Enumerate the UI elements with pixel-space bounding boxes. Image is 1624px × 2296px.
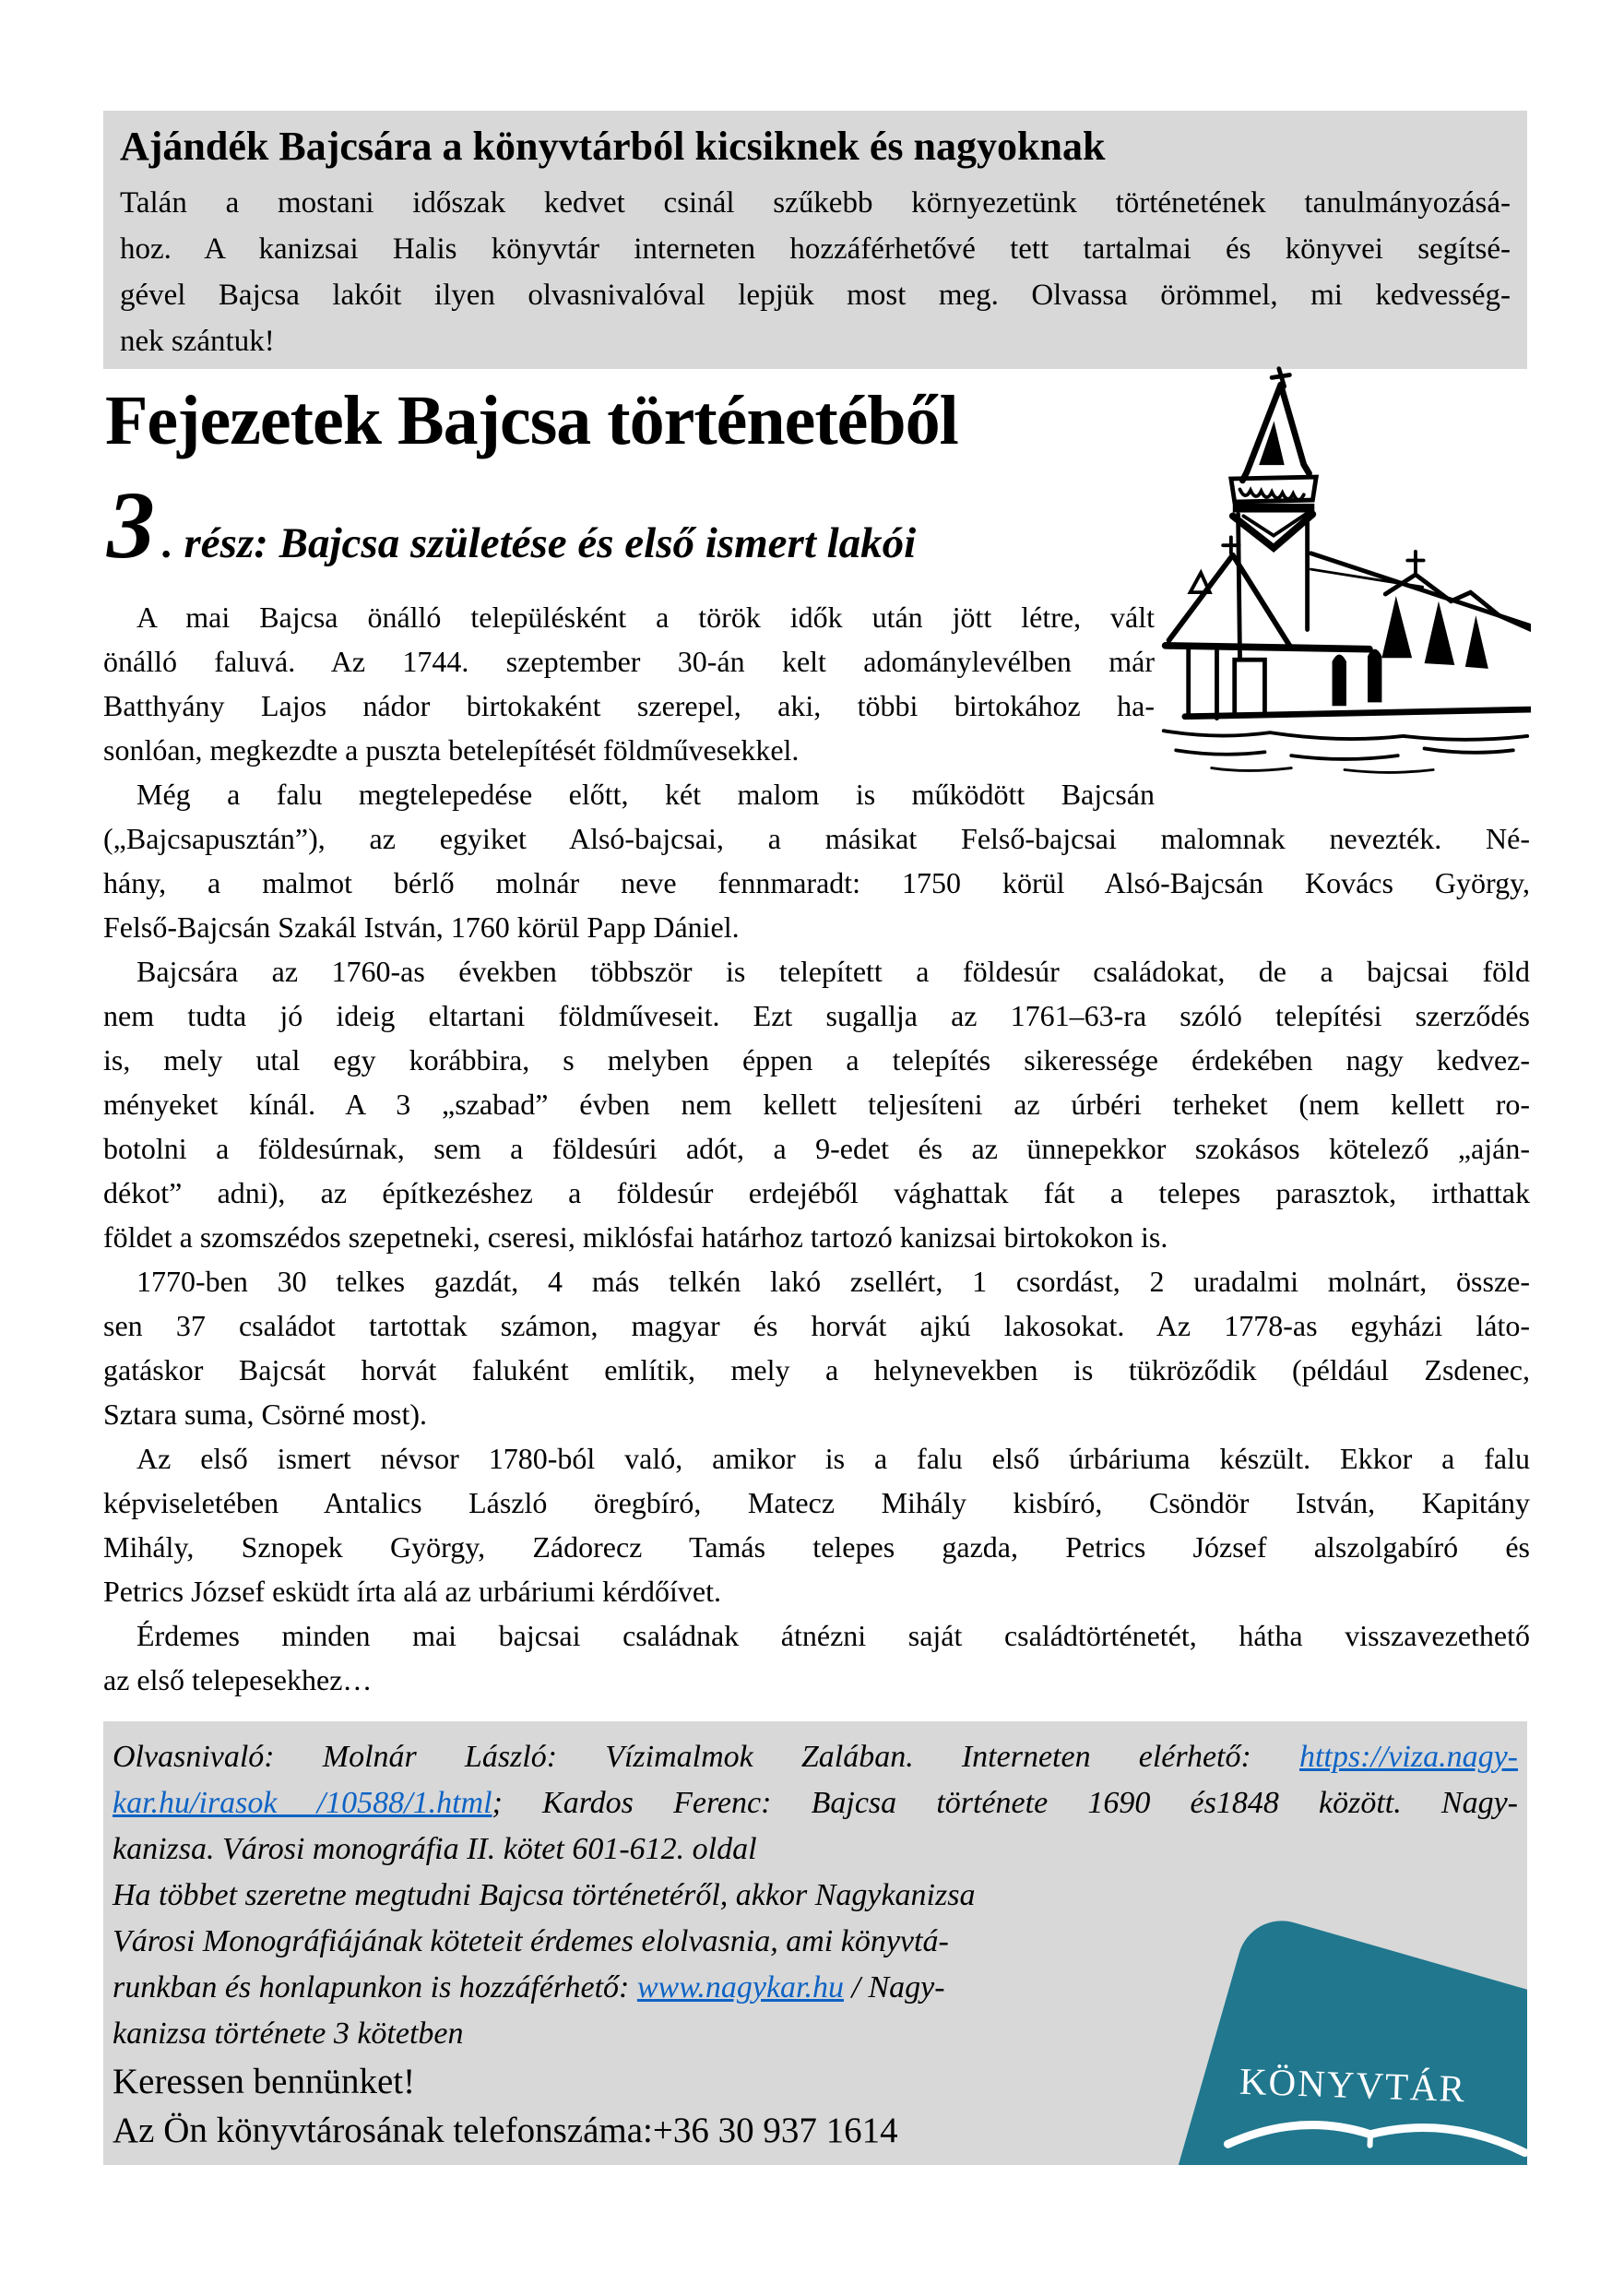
- text-segment: Városi Monográfiájának köteteit érdemes elolvasnia, ami könyvtá-: [113, 1924, 949, 1958]
- body-text-line: [103, 1082, 1530, 1126]
- text-segment: hány, a malmot bérlő molnár neve fennmaradt: 1750 körül Alsó-Bajcsán Kovács György,: [103, 866, 1530, 899]
- article-body: [103, 595, 1530, 1702]
- header-text-line: [120, 180, 1511, 226]
- text-segment: hoz. A kanizsai Halis könyvtár interneten hozzáférhetővé tett tartalmai és könyvei segítsé-: [120, 232, 1511, 266]
- body-paragraph: [103, 949, 1530, 1259]
- text-segment: képviseletében Antalics László öregbíró, Matecz Mihály kisbíró, Csöndör István, Kapitány: [103, 1486, 1530, 1519]
- body-text-line: [103, 772, 1155, 816]
- body-text-line: [103, 1658, 1530, 1702]
- body-text-line: [103, 1481, 1530, 1525]
- text-segment: az első telepesekhez…: [103, 1663, 373, 1696]
- body-paragraph: [103, 1436, 1530, 1613]
- open-book-icon: [1220, 2101, 1527, 2164]
- body-text-line: [103, 1392, 1530, 1436]
- gift-header-title: Ajándék Bajcsára a könyvtárból kicsiknek és nagyoknak: [120, 124, 1106, 169]
- text-segment: botolni a földesúrnak, sem a földesúri adót, a 9-edet és az ünnepekkor szokásos kötelező „aján-: [103, 1132, 1530, 1165]
- text-segment: ményeket kínál. A 3 „szabad” évben nem kellett teljesíteni az úrbéri terheket (nem kellett ro-: [103, 1088, 1530, 1121]
- reference-text-line: [113, 1826, 1518, 1873]
- body-text-line: [103, 993, 1530, 1038]
- body-text-line: [103, 728, 1155, 772]
- text-segment: Érdemes minden mai bajcsai családnak átnézni saját családtörténetét, hátha visszavezethető: [136, 1619, 1530, 1652]
- body-text-line: [103, 1436, 1530, 1481]
- text-segment: sonlóan, megkezdte a puszta betelepítését földművesekkel.: [103, 733, 800, 767]
- reference-text-line: [113, 2011, 1518, 2057]
- text-segment: Az első ismert névsor 1780-ból való, amikor is a falu első úrbáriuma készült. Ekkor a falu: [136, 1442, 1530, 1475]
- body-text-line: [103, 1569, 1530, 1613]
- references-box: [103, 1721, 1527, 2165]
- body-paragraph: [103, 595, 1530, 772]
- subtitle-text: . rész: Bajcsa születése és első ismert lakói: [162, 519, 917, 567]
- body-text-line: [103, 1303, 1530, 1348]
- body-text-line: [103, 905, 1530, 949]
- text-segment: nek szántuk!: [120, 324, 275, 358]
- library-logo-text: KÖNYVTÁR: [1239, 2059, 1467, 2111]
- reference-text-line: [113, 1965, 1518, 2011]
- references-text: [113, 1734, 1518, 2057]
- gift-header-box: [103, 111, 1527, 369]
- body-text-line: [103, 1215, 1530, 1259]
- reference-link[interactable]: https://viza.nagy-: [1298, 1740, 1518, 1774]
- text-segment: földet a szomszédos szepetneki, cseresi, miklósfai határhoz tartozó kanizsai birtokokon is.: [103, 1220, 1168, 1254]
- body-paragraph: [103, 1259, 1530, 1436]
- text-segment: önálló faluvá. Az 1744. szeptember 30-án kelt adománylevélben már: [103, 645, 1155, 678]
- body-paragraph: [103, 772, 1530, 949]
- text-segment: Batthyány Lajos nádor birtokaként szerepel, aki, többi birtokához ha-: [103, 689, 1155, 722]
- text-segment: gatáskor Bajcsát horvát faluként említik, mely a helynevekben is tükröződik (például Zsdenec,: [103, 1353, 1530, 1386]
- body-text-line: [103, 1348, 1530, 1392]
- text-segment: Sztara suma, Csörné most).: [103, 1398, 428, 1431]
- text-segment: / Nagy-: [844, 1970, 945, 2005]
- body-text-line: [103, 861, 1530, 905]
- part-number: 3: [107, 472, 155, 578]
- body-text-line: [103, 1525, 1530, 1569]
- article-title: Fejezetek Bajcsa történetéből: [105, 382, 958, 459]
- text-segment: is, mely utal egy korábbira, s melyben éppen a telepítés sikeressége érdekében nagy kedvez-: [103, 1043, 1530, 1077]
- text-segment: Mihály, Sznopek György, Zádorecz Tamás telepes gazda, Petrics József alszolgabíró és: [103, 1530, 1530, 1564]
- text-segment: kanizsa. Városi monográfia II. kötet 601-612. oldal: [113, 1832, 757, 1866]
- text-segment: Még a falu megtelepedése előtt, két malom is működött Bajcsán: [136, 778, 1155, 811]
- body-text-line: [103, 816, 1530, 861]
- contact-call-to-action: Keressen bennünket!: [113, 2062, 416, 2101]
- reference-link[interactable]: www.nagykar.hu: [636, 1970, 844, 2005]
- reference-text-line: [113, 1873, 1518, 1919]
- text-segment: Olvasnivaló: Molnár László: Vízimalmok Zalában. Interneten elérhető:: [113, 1740, 1299, 1774]
- article-subtitle: [107, 472, 917, 578]
- gift-header-paragraph: [120, 180, 1511, 364]
- text-segment: A mai Bajcsa önálló településként a török idők után jött létre, vált: [136, 601, 1155, 634]
- text-segment: nem tudta jó ideig eltartani földműveseit. Ezt sugallja az 1761–63-ra szóló telepítési szerződés: [103, 999, 1530, 1032]
- body-text-line: [103, 1126, 1530, 1171]
- body-text-line: [103, 684, 1155, 728]
- text-segment: 1770-ben 30 telkes gazdát, 4 más telkén lakó zsellért, 1 csordást, 2 uradalmi molnárt, össze-: [136, 1265, 1530, 1298]
- text-segment: Bajcsára az 1760-as években többször is telepített a földesúr családokat, de a bajcsai föld: [136, 955, 1530, 988]
- text-segment: Ha többet szeretne megtudni Bajcsa történetéről, akkor Nagykanizsa: [113, 1878, 976, 1912]
- header-text-line: [120, 272, 1511, 318]
- text-segment: gével Bajcsa lakóit ilyen olvasnivalóval lepjük most meg. Olvassa örömmel, mi kedvesség-: [120, 278, 1511, 312]
- body-text-line: [103, 1613, 1530, 1658]
- text-segment: dékot” adni), az építkezéshez a földesúr erdejéből vághattak fát a telepes parasztok, irthattak: [103, 1176, 1530, 1209]
- body-text-line: [103, 595, 1155, 639]
- reference-link[interactable]: kar.hu/irasok /10588/1.html: [113, 1786, 492, 1820]
- body-text-line: [103, 639, 1155, 684]
- body-paragraph: [103, 1613, 1530, 1702]
- text-segment: („Bajcsapusztán”), az egyiket Alsó-bajcsai, a másikat Felső-bajcsai malomnak nevezték. Né-: [103, 822, 1530, 855]
- body-text-line: [103, 1038, 1530, 1082]
- text-segment: sen 37 családot tartottak számon, magyar és horvát ajkú lakosokat. Az 1778-as egyházi láto-: [103, 1309, 1530, 1342]
- header-text-line: [120, 226, 1511, 272]
- header-text-line: [120, 318, 1511, 364]
- reference-text-line: [113, 1734, 1518, 1780]
- body-text-line: [103, 1171, 1530, 1215]
- text-segment: ; Kardos Ferenc: Bajcsa története 1690 és1848 között. Nagy-: [492, 1786, 1519, 1820]
- body-text-line: [103, 1259, 1530, 1303]
- reference-text-line: [113, 1919, 1518, 1965]
- text-segment: kanizsa története 3 kötetben: [113, 2016, 464, 2051]
- body-text-line: [103, 949, 1530, 993]
- reference-text-line: [113, 1780, 1518, 1826]
- librarian-phone-line: Az Ön könyvtárosának telefonszáma:+36 30 937 1614: [113, 2111, 898, 2150]
- text-segment: Petrics József esküdt írta alá az urbáriumi kérdőívet.: [103, 1575, 721, 1608]
- text-segment: runkban és honlapunkon is hozzáférhető:: [113, 1970, 637, 2005]
- text-segment: Felső-Bajcsán Szakál István, 1760 körül Papp Dániel.: [103, 910, 740, 944]
- text-segment: Talán a mostani időszak kedvet csinál szűkebb környezetünk történetének tanulmányozásá-: [120, 185, 1511, 220]
